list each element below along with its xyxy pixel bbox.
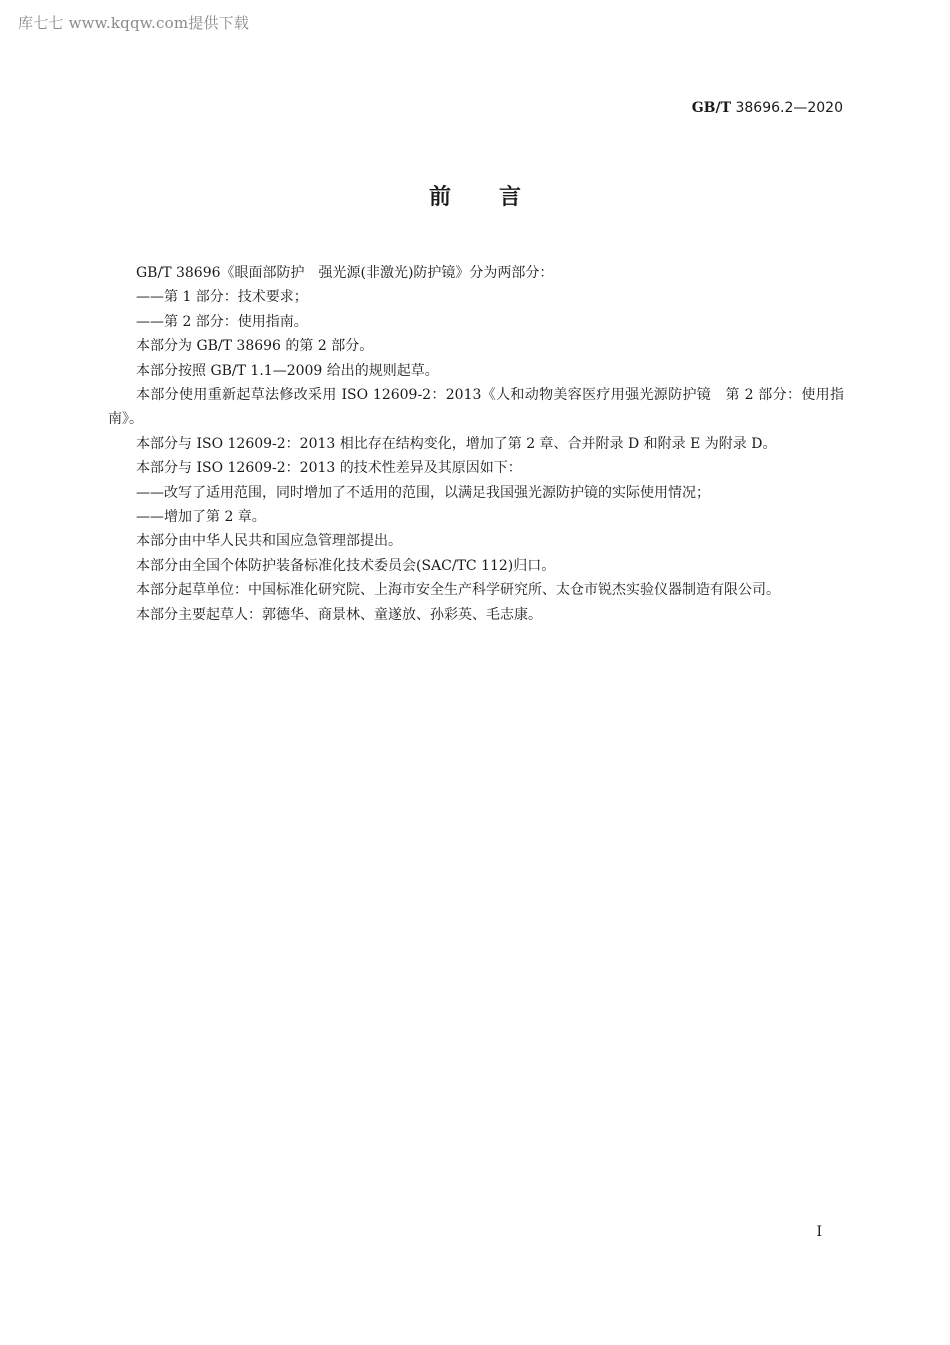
page-number: I bbox=[816, 1224, 822, 1240]
paragraph: 本部分由全国个体防护装备标准化技术委员会(SAC/TC 112)归口。 bbox=[136, 557, 556, 574]
paragraph: ——增加了第 2 章。 bbox=[136, 509, 266, 526]
page-title: 前言 bbox=[428, 185, 569, 210]
standard-prefix: GB/T bbox=[691, 100, 732, 116]
watermark-text: 库七七 www.kqqw.com提供下载 bbox=[18, 14, 250, 32]
paragraph: 本部分按照 GB/T 1.1—2009 给出的规则起草。 bbox=[136, 362, 439, 379]
paragraph: 本部分与 ISO 12609-2：2013 相比存在结构变化，增加了第 2 章、合并附录 D 和附录 E 为附录 D。 bbox=[136, 435, 777, 452]
paragraph: ——改写了适用范围，同时增加了不适用的范围，以满足我国强光源防护镜的实际使用情况； bbox=[136, 484, 710, 501]
paragraph: GB/T 38696《眼面部防护 强光源(非激光)防护镜》分为两部分： bbox=[136, 265, 554, 281]
foreword-body bbox=[108, 261, 844, 627]
standard-code bbox=[692, 100, 843, 116]
paragraph: 本部分主要起草人：郭德华、商景林、童遂放、孙彩英、毛志康。 bbox=[136, 606, 542, 623]
paragraph: 本部分由中华人民共和国应急管理部提出。 bbox=[136, 533, 402, 550]
paragraph: ——第 2 部分：使用指南。 bbox=[136, 313, 308, 330]
paragraph: 本部分使用重新起草法修改采用 ISO 12609-2：2013《人和动物美容医疗用强光源防护镜 第 2 部分：使用指南》。 bbox=[108, 387, 844, 428]
paragraph: 本部分起草单位：中国标准化研究院、上海市安全生产科学研究所、太仓市锐杰实验仪器制造有限公司。 bbox=[136, 582, 780, 599]
standard-number: 38696.2—2020 bbox=[735, 100, 843, 116]
paragraph: 本部分为 GB/T 38696 的第 2 部分。 bbox=[136, 338, 374, 355]
paragraph: 本部分与 ISO 12609-2：2013 的技术性差异及其原因如下： bbox=[136, 460, 522, 477]
paragraph: ——第 1 部分：技术要求； bbox=[136, 289, 308, 306]
